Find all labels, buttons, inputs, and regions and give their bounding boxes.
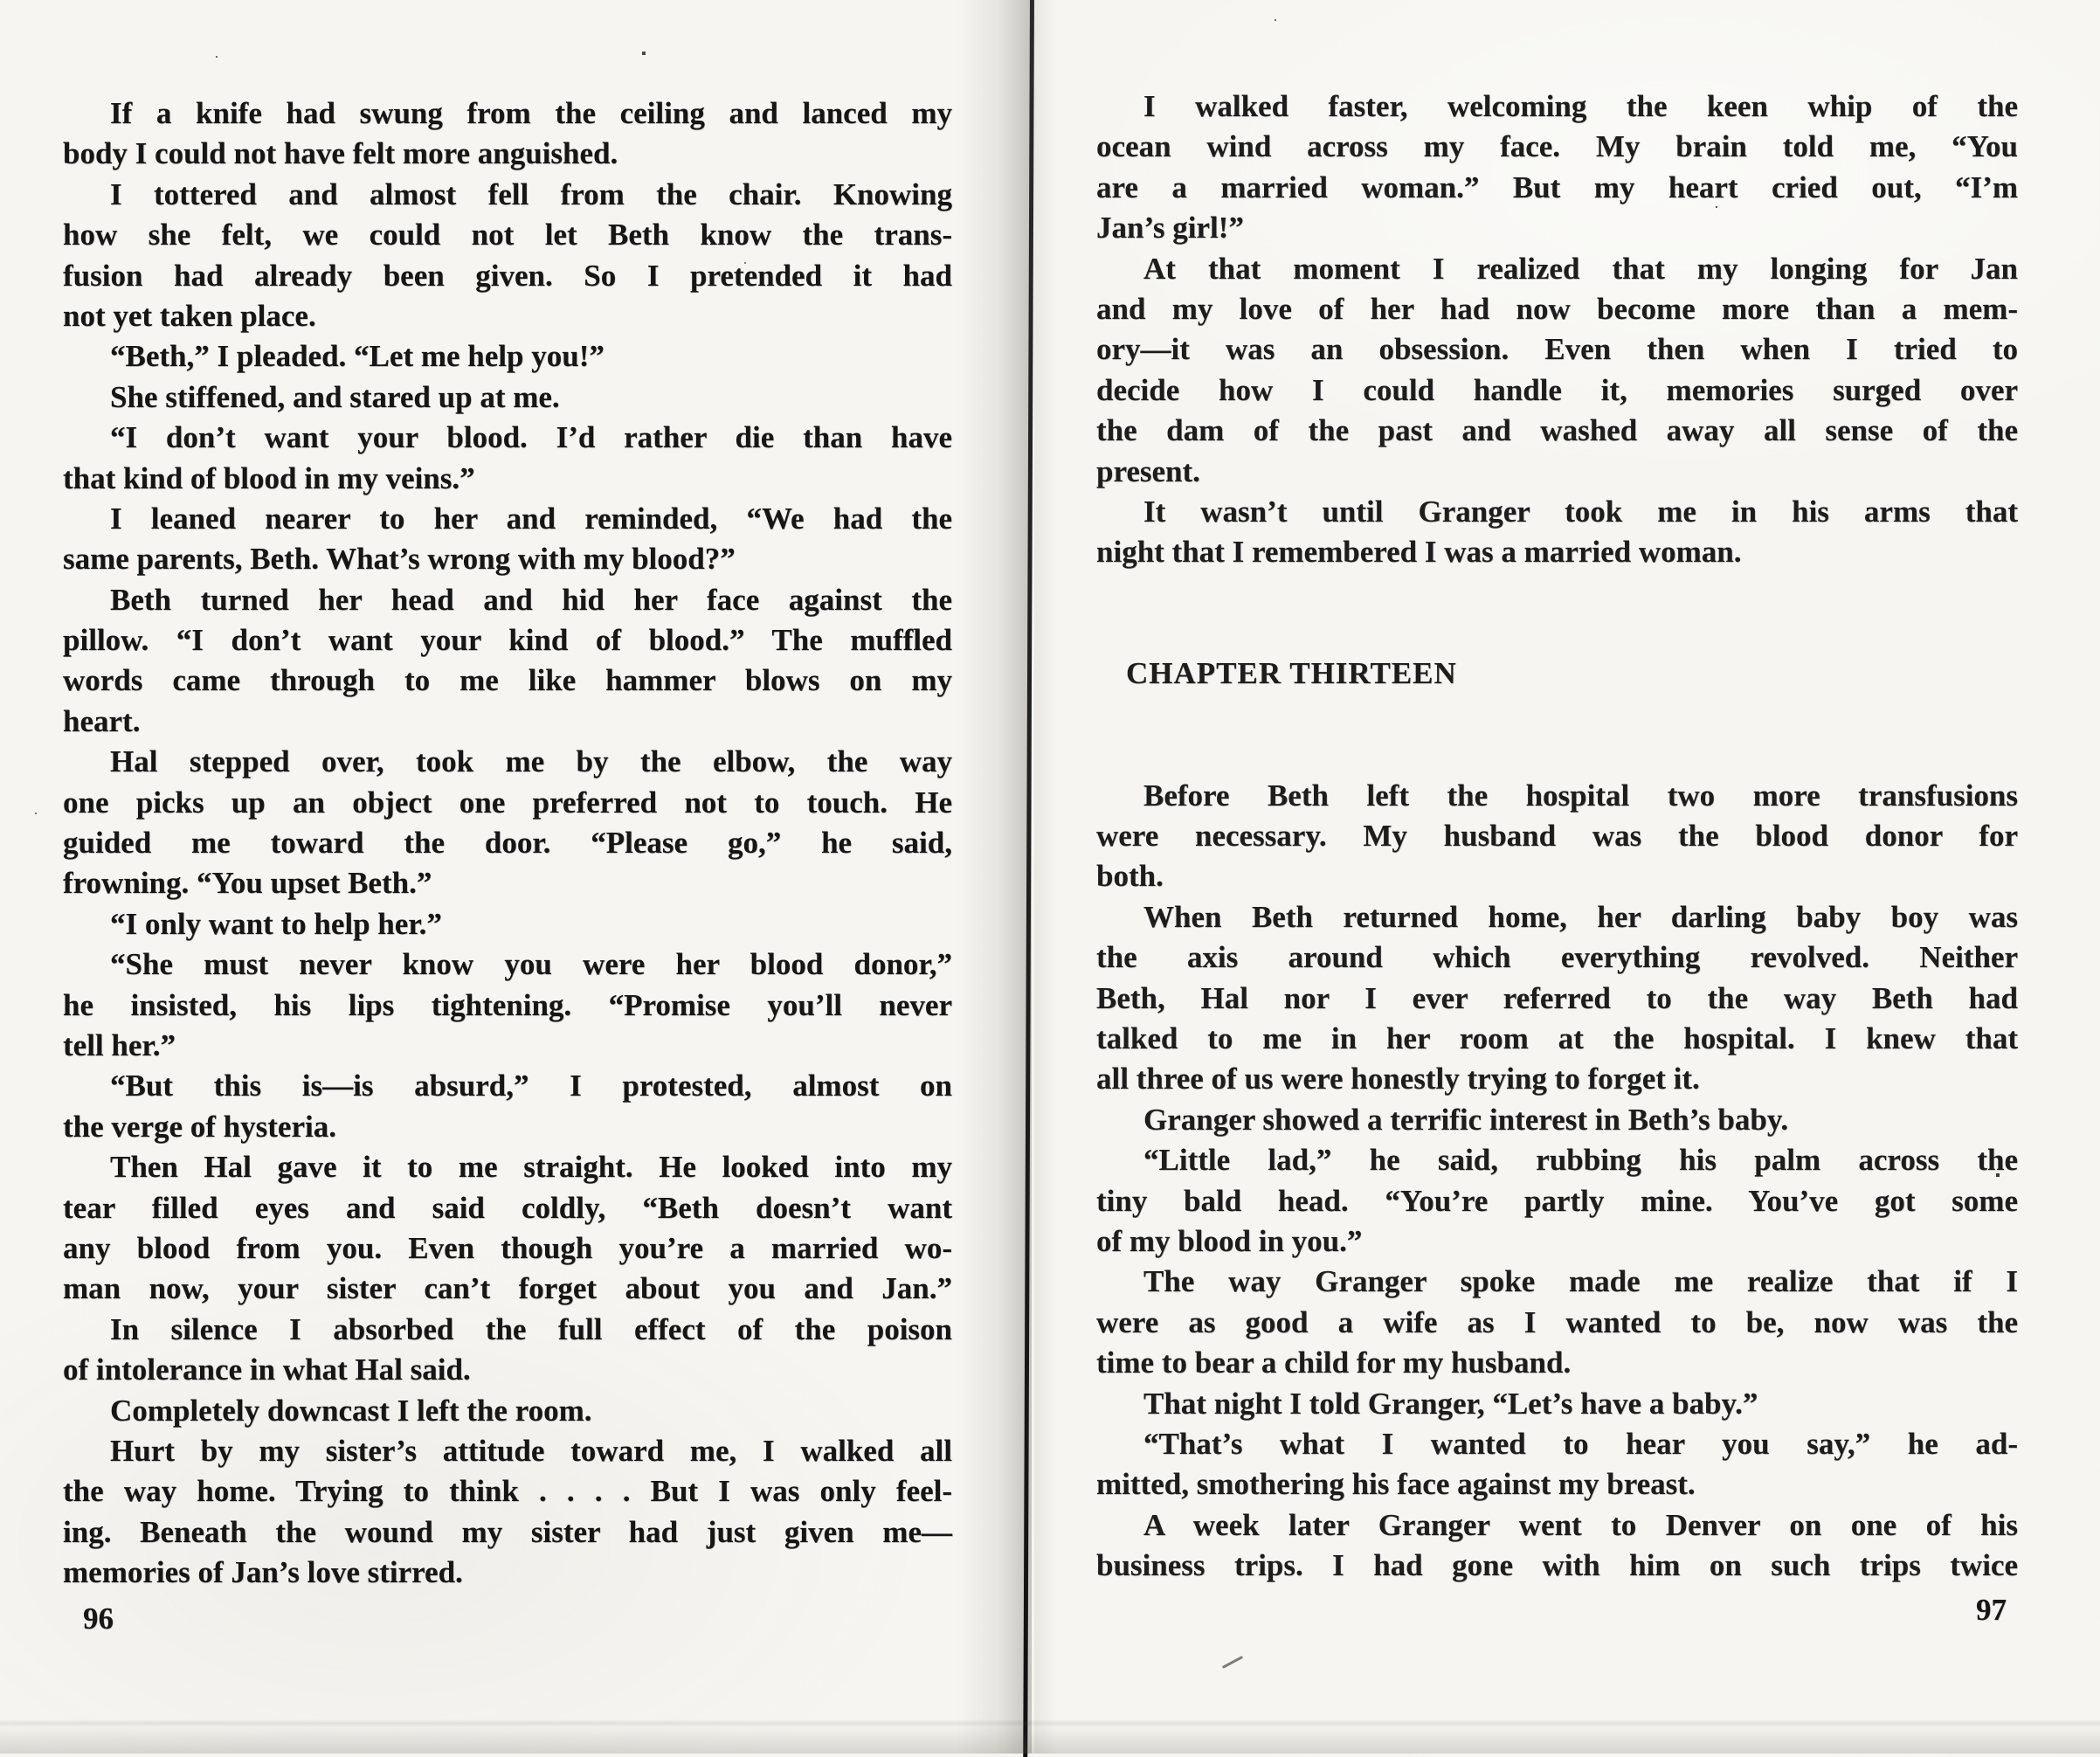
text-line: frowning. “You upset Beth.”	[63, 866, 432, 901]
text-line: the way home. Trying to think . . . . But I was only feel-	[63, 1474, 952, 1509]
text-line: were as good a wife as I wanted to be, now was the	[1096, 1304, 2018, 1339]
blank-line	[1096, 695, 2018, 735]
text-line: pillow. “I don’t want your kind of blood.” The muffled	[63, 623, 952, 658]
text-line: all three of us were honestly trying to forget it.	[1096, 1062, 1700, 1096]
text-line: talked to me in her room at the hospital. I knew that	[1096, 1020, 2018, 1055]
text-line: not yet taken place.	[63, 298, 316, 333]
chapter-heading: CHAPTER THIRTEEN	[1126, 656, 1457, 691]
text-line: She stiffened, and stared up at me.	[110, 379, 560, 414]
text-line: tiny bald head. “You’re partly mine. You’ve got some	[1096, 1183, 2018, 1218]
text-line: the axis around which everything revolved. Neither	[1096, 940, 2018, 975]
text-line: ory—it was an obsession. Even then when I tried to	[1096, 332, 2018, 367]
scan-bottom-shadow	[0, 1724, 2100, 1754]
text-line: that kind of blood in my veins.”	[63, 460, 475, 495]
text-line: ocean wind across my face. My brain told me, “You	[1096, 129, 2018, 164]
gutter-shadow	[957, 0, 1032, 1754]
text-line: he insisted, his lips tightening. “Promise you’ll never	[63, 987, 952, 1022]
text-line: Before Beth left the hospital two more transfusions	[1143, 778, 2018, 813]
text-line: were necessary. My husband was the blood donor for	[1096, 819, 2018, 854]
text-line: both.	[1096, 859, 1164, 894]
text-line: fusion had already been given. So I pretended it had	[63, 258, 952, 293]
text-line: It wasn’t until Granger took me in his arms that	[1143, 494, 2018, 529]
text-line: how she felt, we could not let Beth know the trans-	[63, 218, 952, 252]
text-line: When Beth returned home, her darling baby boy was	[1143, 899, 2018, 934]
text-line: of intolerance in what Hal said.	[63, 1352, 471, 1387]
right-page	[1096, 86, 2018, 1586]
text-line: Beth turned her head and hid her face against the	[110, 582, 952, 617]
text-line: Granger showed a terrific interest in Beth’s baby.	[1143, 1102, 1789, 1137]
text-line: the verge of hysteria.	[63, 1109, 336, 1144]
text-line: Beth, Hal nor I ever referred to the way Beth had	[1096, 980, 2018, 1015]
text-line: In silence I absorbed the full effect of the poison	[110, 1311, 952, 1346]
blank-line	[1096, 613, 2018, 654]
text-line: memories of Jan’s love stirred.	[63, 1555, 463, 1590]
text-line: heart.	[63, 703, 141, 738]
text-line: mitted, smothering his face against my breast.	[1096, 1467, 1696, 1502]
text-line: “I don’t want your blood. I’d rather die than have	[110, 420, 952, 455]
text-line: decide how I could handle it, memories surged over	[1096, 372, 2018, 407]
text-line: I tottered and almost fell from the chair. Knowing	[110, 176, 952, 211]
text-line: “Little lad,” he said, rubbing his palm across the	[1143, 1143, 2018, 1178]
text-line: night that I remembered I was a married woman.	[1096, 535, 1742, 570]
left-page	[63, 93, 952, 1593]
text-line: Completely downcast I left the room.	[110, 1393, 592, 1428]
blank-line	[1096, 573, 2018, 613]
text-line: guided me toward the door. “Please go,” he said,	[63, 826, 952, 861]
page-number-left: 96	[83, 1601, 114, 1636]
text-line: Then Hal gave it to me straight. He looked into my	[110, 1150, 952, 1185]
text-line: tear filled eyes and said coldly, “Beth doesn’t want	[63, 1190, 952, 1225]
text-line: “She must never know you were her blood donor,”	[110, 947, 952, 982]
text-line: ing. Beneath the wound my sister had just given me—	[63, 1514, 952, 1549]
page-number-right: 97	[1976, 1593, 2007, 1627]
text-line: Hurt by my sister’s attitude toward me, I walked all	[110, 1433, 952, 1468]
text-line: I walked faster, welcoming the keen whip of the	[1143, 89, 2018, 123]
ink-specks	[0, 0, 2, 2]
text-line: words came through to me like hammer blows on my	[63, 663, 952, 698]
text-line: “Beth,” I pleaded. “Let me help you!”	[110, 339, 604, 374]
blank-line	[1096, 735, 2018, 775]
text-line: “But this is—is absurd,” I protested, almost on	[110, 1069, 952, 1103]
text-line: “I only want to help her.”	[110, 906, 442, 941]
text-line: man now, your sister can’t forget about you and Jan.”	[63, 1271, 952, 1306]
text-line: The way Granger spoke made me realize that if I	[1143, 1264, 2018, 1299]
ink-speck-dash	[1222, 1656, 1243, 1669]
text-line: That night I told Granger, “Let’s have a baby.”	[1143, 1386, 1758, 1421]
text-line: At that moment I realized that my longing for Jan	[1143, 251, 2018, 286]
text-line: time to bear a child for my husband.	[1096, 1345, 1572, 1380]
text-line: A week later Granger went to Denver on one of his	[1143, 1507, 2018, 1542]
text-line: “That’s what I wanted to hear you say,” he ad-	[1143, 1426, 2018, 1461]
text-line: Jan’s girl!”	[1096, 211, 1244, 246]
text-line: tell her.”	[63, 1027, 176, 1062]
text-line: same parents, Beth. What’s wrong with my blood?”	[63, 542, 736, 577]
text-line: are a married woman.” But my heart cried out, “I’m	[1096, 169, 2018, 204]
text-line: Hal stepped over, took me by the elbow, the way	[110, 744, 952, 779]
text-line: and my love of her had now become more than a mem-	[1096, 291, 2018, 326]
text-line: business trips. I had gone with him on such trips twice	[1096, 1548, 2018, 1583]
gutter-highlight	[1034, 0, 1057, 1754]
text-line: one picks up an object one preferred not to touch. He	[63, 785, 952, 820]
text-line: of my blood in you.”	[1096, 1223, 1363, 1258]
text-line: the dam of the past and washed away all sense of the	[1096, 413, 2018, 448]
text-line: If a knife had swung from the ceiling and lanced my	[110, 96, 952, 130]
text-line: any blood from you. Even though you’re a married wo-	[63, 1230, 952, 1265]
text-line: present.	[1096, 453, 1200, 488]
text-line: I leaned nearer to her and reminded, “We had the	[110, 501, 952, 536]
text-line: body I could not have felt more anguished.	[63, 136, 618, 171]
